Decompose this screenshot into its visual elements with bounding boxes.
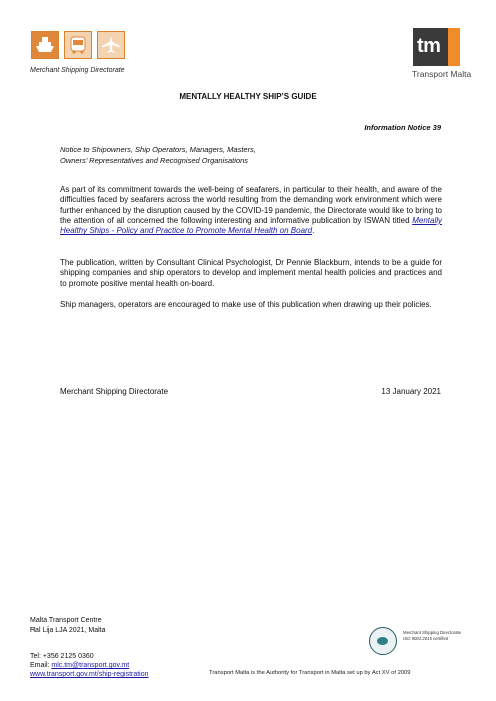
bus-icon <box>64 31 92 59</box>
notice-number: Information Notice 39 <box>364 123 441 132</box>
plane-icon <box>97 31 125 59</box>
certification-text <box>403 630 461 642</box>
paragraph-3: Ship managers, operators are encouraged to make use of this publication when drawing up their policies. <box>60 300 432 309</box>
addressees-line-2: Owners’ Representatives and Recognised Organisations <box>60 156 249 165</box>
ship-icon <box>31 31 59 59</box>
paragraph-1 <box>60 185 442 236</box>
signatory: Merchant Shipping Directorate <box>60 387 169 396</box>
website-link[interactable]: www.transport.gov.mt/ship-registration <box>30 671 149 678</box>
cert-line-2: ISO 9001:2015 certified <box>403 636 449 641</box>
footer-address <box>30 616 106 635</box>
address-line-1: Malta Transport Centre <box>30 617 102 624</box>
logo-text: tm <box>417 35 441 57</box>
certification-seal-icon <box>369 627 397 655</box>
email-link[interactable]: mlc.tm@transport.gov.mt <box>51 662 130 669</box>
addressees-line-1: Notice to Shipowners, Ship Operators, Managers, Masters, <box>60 145 256 154</box>
email-line <box>30 661 149 670</box>
footer-contact <box>30 652 149 679</box>
authority-statement: Transport Malta is the Authority for Transport in Malta set up by Act XV of 2009 <box>209 670 411 676</box>
paragraph-1-text: As part of its commitment towards the well-being of seafarers, in particular to their health, and aware of the difficulties faced by seafarers across the world resulting from the demanding work environment which were further enhanced by the disruption caused by the COVID-19 pandemic, the Directorate would like to bring to the attention of all concerned the following interesting and informative publication by ISWAN titled <box>60 185 442 225</box>
document-date: 13 January 2021 <box>381 387 441 396</box>
brand-name: Transport Malta <box>412 69 472 79</box>
publication-link[interactable]: Mentally Healthy Ships - Policy and Practice to Promote Mental Health on Board <box>60 215 442 236</box>
paragraph-1-end: . <box>312 226 315 236</box>
transport-malta-logo <box>413 28 460 66</box>
telephone: Tel: +356 2125 0360 <box>30 653 94 660</box>
document-title: MENTALLY HEALTHY SHIP’S GUIDE <box>179 92 317 101</box>
directorate-caption: Merchant Shipping Directorate <box>30 67 125 74</box>
addressees <box>60 144 360 166</box>
address-line-2: Ħal Lija LJA 2021, Malta <box>30 626 106 634</box>
email-label: Email: <box>30 662 52 669</box>
cert-line-1: Merchant Shipping Directorate <box>403 630 462 635</box>
paragraph-2: The publication, written by Consultant Clinical Psychologist, Dr Pennie Blackburn, intends to be a guide for shipping companies and ship operators to develop and implement mental health policies and practices and to promote positive mental health on-board. <box>60 258 442 288</box>
